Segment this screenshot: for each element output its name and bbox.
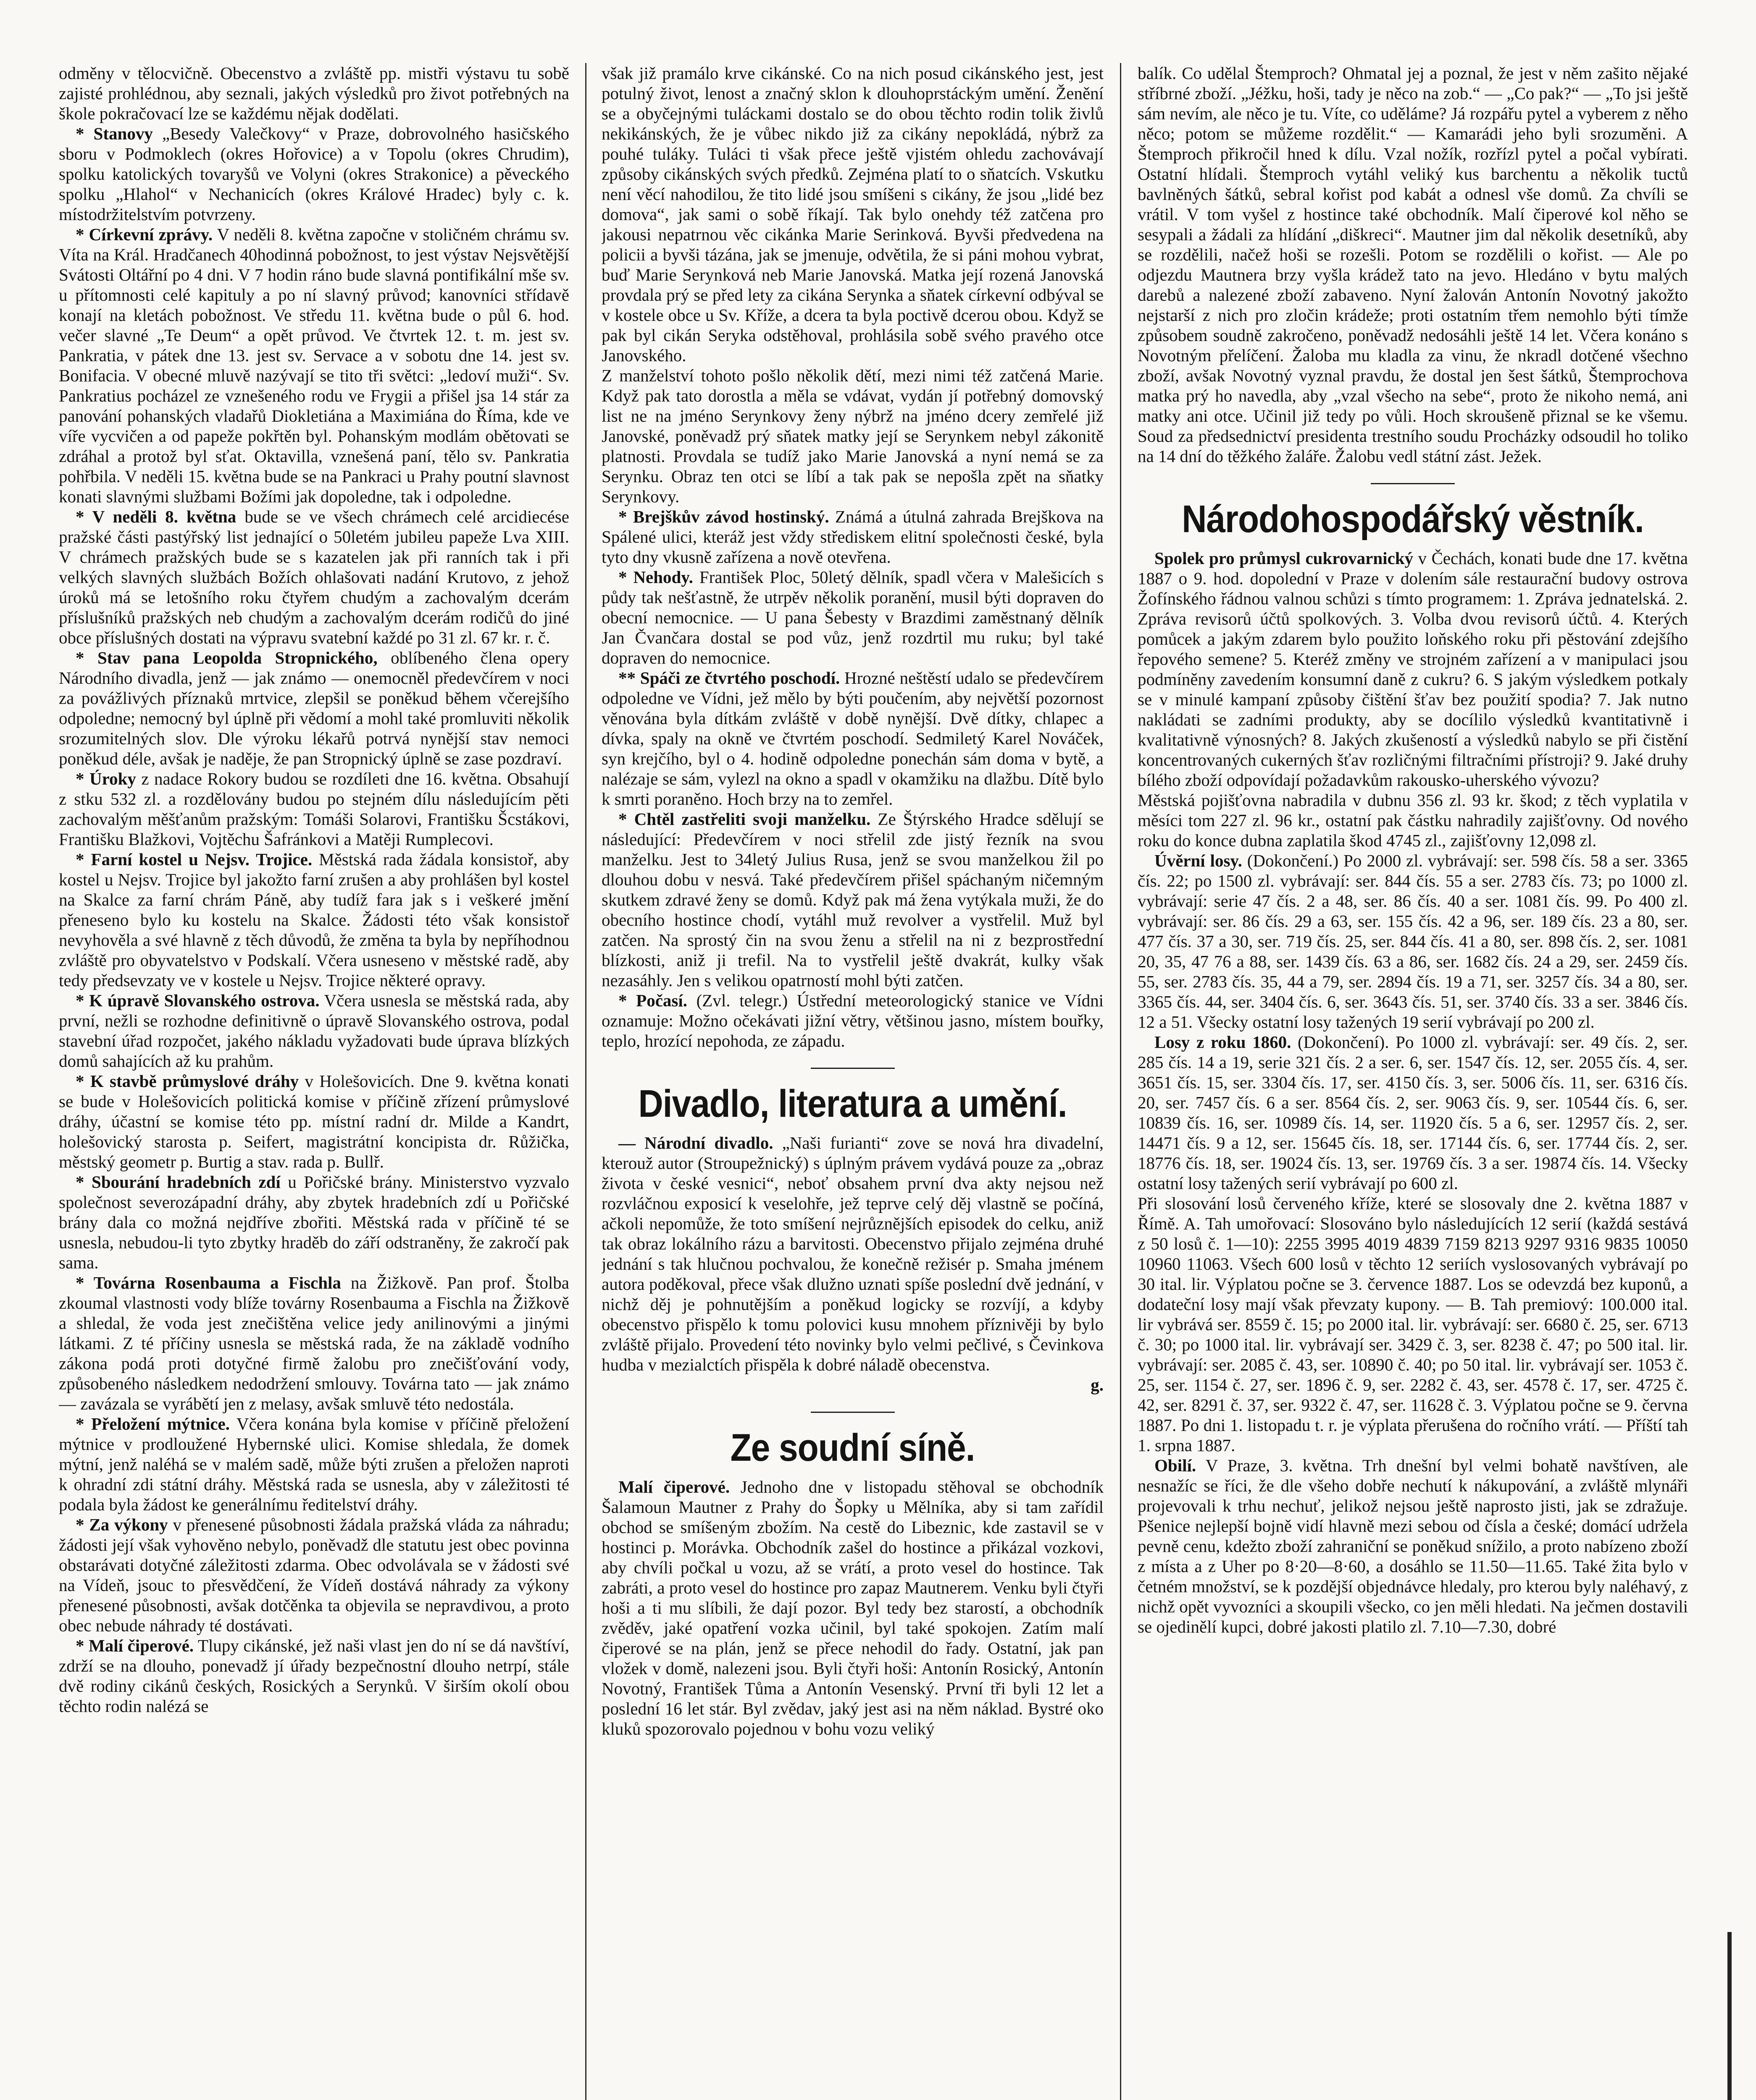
article-paragraph bbox=[602, 1133, 1104, 1375]
article-lead: * Chtěl zastřeliti svoji manželku. bbox=[618, 809, 871, 829]
article-lead: ** Spáči ze čtvrtého poschodí. bbox=[618, 668, 840, 688]
article-paragraph bbox=[59, 63, 569, 123]
article-lead: * Farní kostel u Nejsv. Trojice. bbox=[76, 850, 313, 869]
article-text: „Besedy Valečkovy“ v Praze, dobrovolného hasičského sboru v Podmoklech (okres Hořovice) a v Topolu (okres Chrudim), spolku katolických tovaryšů ve Volyni (okres Strakonice) a pěveckého spolku „Hlahol“ v Nechanicích (okres Králové Hradec) byly c. k. místodržitelstvím potvrzeny. bbox=[59, 124, 569, 224]
article-text: Jednoho dne v listopadu stěhoval se obchodník Šalamoun Mautner z Prahy do Šopky u Mělníka, aby si tam zařídil obchod se smíšeným zbožím. Na cestě do Libeznic, kde zastavil se v hostinci p. Morávka. Obchodník zašel do hostince a přikázal vozkovi, aby chvíli počkal u vozu, až se vrátí, a proto vesel do hostince. Tak zabráti, a proto vesel do hostince pro zapaz Mautnerem. Venku byli čtyři hoši a ti mu slíbili, že dají pozor. Byl tedy bez starostí, a obchodník zvěděv, jaké opatření vozka učinil, byl také spokojen. Zatím malí čiperové se na plán, jenž se přece nehodil do řady. Ostatní, jak pan vložek v domě, nalezeni jsou. Byli čtyři hoši: Antonín Rosický, Antonín Novotný, František Tůma a Antonín Vesenský. První tři byli 12 let a poslední 16 let stár. Byl zvědav, jaký jest asi na něm náklad. Bystré oko kluků spozorovalo pojednou v bohu vozu veliký bbox=[602, 1477, 1104, 1738]
article-text: Včera usnesla se městská rada, aby první, nežli se rozhodne definitivně o úpravě Slovanského ostrova, podal stavební úřad rozpočet, jakého nákladu vyžadovati bude úprava blízkých domů sahajících až ku prahům. bbox=[59, 991, 569, 1071]
article-paragraph bbox=[1138, 63, 1688, 466]
article-text: však již pramálo krve cikánské. Co na nich posud cikánského jest, jest potulný život, lenost a značný sklon k dlouhoprstáckým umění. Ženění se a obyčejnými tuláckami dostalo se do obou těchto rodin tolik živlů nekikánských, že je vůbec nikdo již za cikány nepokládá, nýbrž za pouhé tuláky. Tuláci ti však přece ještě vjistém ohledu zachovávají způsoby cikánských svých předků. Zejména platí to o sňatcích. Vskutku není věcí nahodilou, že tito lidé jsou smíšeni s cikány, že jsou „lidé bez domova“, jak sami o sobě říkají. Tak bylo onehdy též zatčena pro jakousi nepatrnou věc cikánka Marie Serinková. Byvši předvedena na policii a byvši tázána, jak se jmenuje, odvětila, že si páni mohou vybrat, buď Marie Serynková neb Marie Janovská. Matka její rozená Janovská provdala prý se před lety za cikána Serynka a sňatek církevní odbýval se v kostele obce u Sv. Kříže, a dcera ta byla poctivě dcerou obou. Když se pak byl cikán Seryka odstěhoval, prohlásila sobě svého pravého otce Janovského. bbox=[602, 63, 1104, 365]
article-lead: * Úroky bbox=[76, 769, 136, 788]
article-lead: * Sbourání hradebních zdí bbox=[76, 1172, 281, 1192]
article-lead: * Nehody. bbox=[618, 567, 693, 587]
article-text: Tlupy cikánské, jež naši vlast jen do ní se dá navštíví, zdrží se na dlouho, ponevadž jí úřady bezpečnostní dlouho netrpí, stále dvě rodiny cikánů českých, Rosických a Serynků. V širším okolí obou těchto rodin nalézá se bbox=[59, 1636, 569, 1716]
section-heading-theatre: Divadlo, literatura a umění. bbox=[638, 1082, 1067, 1126]
article-text: Při slosování losů červeného kříže, které se slosovaly dne 2. května 1887 v Římě. A. Tah umořovací: Slosováno bylo následujících 12 serií (každá sestává z 50 losů č. 1—10): 2255 3995 4019 4839 7159 8213 9297 9316 9835 10050 10960 11063. Všech 600 losů v těchto 12 seriích vyslosovaných vybrávají po 30 ital. lir. Výplatou počne se 3. července 1887. Los se odevzdá bez kuponů, a dodateční losy mají však převzaty kupony. — B. Tah premiový: 100.000 ital. lir vybrává ser. 8559 č. 15; po 2000 ital. lir. vybrávají: ser. 6680 č. 25, ser. 6713 č. 30; po 1000 ital. lir. vybrávají ser. 3429 č. 3, ser. 8238 č. 47; po 500 ital. lir. vybrávají: ser. 2085 č. 43, ser. 10890 č. 40; po 50 ital. lir. vybrávají ser. 1053 č. 25, ser. 1154 č. 27, ser. 1896 č. 9, ser. 2282 č. 43, ser. 4578 č. 17, ser. 4725 č. 42, ser. 8291 č. 37, ser. 9322 č. 47, ser. 11628 č. 3. Výplatou počne se 9. června 1887. Po dni 1. listopadu t. r. je výplata přerušena do ročního vrátí. — Příští tah 1. srpna 1887. bbox=[1138, 1194, 1688, 1455]
article-paragraph bbox=[59, 769, 569, 849]
column-left bbox=[59, 63, 569, 2100]
column-middle bbox=[602, 63, 1104, 2100]
article-paragraph bbox=[59, 507, 569, 648]
article-paragraph bbox=[602, 365, 1104, 507]
article-lead: Malí čiperové. bbox=[618, 1477, 730, 1496]
article-text: oblíbeného člena opery Národního divadla, jenž — jak známo — onemocněl předevčírem v noci za povážlivých příznaků mrtvice, zlepšil se poněkud během včerejšího odpoledne; nemocný byl úplně při vědomí a mohl také promluviti několik srozumitelných slov. Dle výroku lékařů potrvá nynější stav nemoci poněkud déle, avšak je naděje, že pan Stropnický úplně se zase pozdraví. bbox=[59, 648, 569, 768]
section-heading-economy: Národohospodářský věstník. bbox=[1182, 498, 1644, 541]
article-paragraph bbox=[602, 990, 1104, 1051]
article-lead: * Stav pana Leopolda Stropnického, bbox=[76, 648, 378, 667]
article-paragraph bbox=[59, 1414, 569, 1515]
article-lead: * Počasí. bbox=[618, 991, 687, 1010]
article-lead: * Církevní zprávy. bbox=[76, 225, 213, 244]
article-paragraph bbox=[602, 567, 1104, 668]
section-separator bbox=[811, 1068, 895, 1069]
column-right bbox=[1138, 63, 1688, 2100]
page-edge-mark bbox=[1727, 1932, 1732, 2100]
article-paragraph bbox=[602, 668, 1104, 809]
section-separator bbox=[811, 1412, 895, 1413]
section-heading-court: Ze soudní síně. bbox=[730, 1426, 975, 1470]
article-text: na Žižkově. Pan prof. Štolba zkoumal vlastnosti vody blíže továrny Rosenbauma a Fischla na Žižkově a shledal, že voda jest znečištěna velice jedy anilinovými a jinými látkami. Z té příčiny usnesla se městská rada, že na základě vodního zákona podá proti dotyčné firmě žalobu pro znečišťování vody, způsobeného následkem nedodržení smlouvy. Továrna tato — jak známo — zavázala se vyrábětí jen z melasy, avšak smluvě této nedostála. bbox=[59, 1273, 569, 1413]
article-paragraph bbox=[59, 1515, 569, 1635]
article-lead: * K stavbě průmyslové dráhy bbox=[76, 1071, 299, 1091]
article-paragraph bbox=[59, 224, 569, 507]
article-paragraph bbox=[59, 849, 569, 990]
article-paragraph bbox=[1138, 790, 1688, 850]
article-paragraph bbox=[602, 1477, 1104, 1739]
article-lead: * Přeložení mýtnice. bbox=[76, 1414, 230, 1433]
article-lead: * Za výkony bbox=[76, 1515, 168, 1534]
article-text: v Holešovicích. Dne 9. května konati se bude v Holešovicích politická komise v příčině zřízení průmyslové dráhy, účastní se komise této pp. místní radní dr. Milde a Kandrt, holešovický starosta p. Seifert, magistrátní koncipista dr. Růžička, městský geometr p. Burtig a stav. rada p. Bullř. bbox=[59, 1071, 569, 1171]
article-paragraph bbox=[59, 990, 569, 1071]
article-text: Ze Štýrského Hradce sdělují se následující: Předevčírem v noci střelil zde jistý řezník na svou manželku. Jest to 34letý Julius Rusa, jenž se svou manželkou žil po dlouhou dobu v nesvá. Také předevčírem přišel spáchaným ničemným skutkem zdravé ženy se domů. Když pak má žena vytýkala muži, že do obecního hostince chodí, vytáhl muž revolver a vystřelil. Muž byl zatčen. Na sprostý čin na svou ženu a střelil na ni z bezprostřední blízkosti, aniž ji trefil. Na to vystřelil ještě dvakrát, kulky však nezasáhly. Jen s velikou opatrností mohl býti zatčen. bbox=[602, 809, 1104, 990]
article-text: v přenesené působnosti žádala pražská vláda za náhradu; žádosti její však vyhověno nebylo, poněvadž dle statutu jest obec povinna obstarávati dotyčné záležitosti zdarma. Obec odvolávala se v žádosti své na Vídeň, jsouc to přesvědčení, že Vídeň dostává náhrady za výkony přenesené působnosti, avšak dotčěnka ta objevila se nepravdivou, a proto obec nebude náhrady té dostávati. bbox=[59, 1515, 569, 1635]
article-text: Městská rada žádala konsistoř, aby kostel u Nejsv. Trojice byl jakožto farní zrušen a aby prohlášen byl kostel na Skalce za farní chrám Páně, aby tudíž fara jak s i veškeré jmění přeneseno bylo ku kostelu na Skalce. Žádosti této však konsistoř nevyhověla a své hlavně z těch důvodů, že změna ta byla by nepříhodnou zvláště pro obyvatelstvo v Podskalí. Včera usneseno v městské radě, aby tedy předsevzaty ve v kostele u Nejsv. Trojice některé opravy. bbox=[59, 850, 569, 990]
column-divider bbox=[1120, 63, 1121, 2100]
article-paragraph bbox=[1138, 1193, 1688, 1455]
article-lead: * Továrna Rosenbauma a Fischla bbox=[76, 1273, 341, 1292]
section-separator bbox=[1371, 483, 1455, 484]
article-text: Včera konána byla komise v příčině přeložení mýtnice v prodloužené Hybernské ulici. Komise shledala, že domek mýtní, jenž naléhá se v malém sadě, může býti zrušen a přeložen naproti k ohradní zdi státní dráhy. Městská rada se usnesla, aby v záležitosti té podala byla žádost ke generálnímu ředitelství dráhy. bbox=[59, 1414, 569, 1514]
article-text: u Pořičské brány. Ministerstvo vyzvalo společnost severozápadní dráhy, aby zbytek hradebních zdí u Pořičské brány dala co možná nejdříve zbořiti. Městská rada v příčině té se usnesla, nebudou-li tyto zbytky hraděb do září odstraněny, že zakročí pak sama. bbox=[59, 1172, 569, 1272]
article-text: (Dokončení). Po 1000 zl. vybrávají: ser. 49 čís. 2, ser. 285 čís. 14 a 19, serie 321 čís. 2 a ser. 6, ser. 1547 čís. 12, ser. 2055 čís. 4, ser. 3651 čís. 15, ser. 3304 čís. 17, ser. 4150 čís. 3, ser. 5006 čís. 11, ser. 6316 čís. 20, ser. 7457 čís. 6 a ser. 8564 čís. 2, ser. 9063 čís. 9, ser. 10544 čís. 6, ser. 10839 čís. 16, ser. 10989 čís. 14, ser. 11920 čís. 5 a 6, ser. 12957 čís. 2, ser. 14471 čís. 9 a 12, ser. 15645 čís. 18, ser. 17144 čís. 6, ser. 17744 čís. 2, ser. 18776 čís. 18, ser. 19024 čís. 13, ser. 19769 čís. 3 a ser. 19874 čís. 14. Všecky ostatní losy tažených serií vybrávají po 600 zl. bbox=[1138, 1032, 1688, 1193]
article-paragraph bbox=[1138, 1455, 1688, 1637]
article-paragraph bbox=[59, 123, 569, 224]
article-lead: * Malí čiperové. bbox=[76, 1636, 194, 1655]
article-text: Z manželství tohoto pošlo několik dětí, mezi nimi též zatčená Marie. Když pak tato dorostla a měla se vdávat, vydán jí potřebný domovský list ne na jméno Serynkovy ženy nýbrž na jméno dcery zemřelé již Janovské, poněvadž prý sňatek matky její se Serynkem nebyl zákonitě platnosti. Provdala se tudíž jako Marie Janovská a nyní nemá se za Serynku. Obraz ten otci se líbí a tak pak se nepošla zpět na sňatky Serynkovy. bbox=[602, 366, 1104, 506]
article-signature: g. bbox=[1091, 1375, 1104, 1394]
article-paragraph bbox=[1138, 850, 1688, 1032]
article-text: V neděli 8. května započne v stoličném chrámu sv. Víta na Král. Hradčanech 40hodinná pobožnost, to jest výstav Nejsvětější Svátosti Oltářní po 4 dni. V 7 hodin ráno bude slavná pontifikální mše sv. u přítomnosti celé kapituly a po ní slavný průvod; kanovníci střídavě konají na kletách pobožnost. Ve středu 11. května bude o půl 6. hod. večer slavné „Te Deum“ a opět průvod. Ve čtvrtek 12. t. m. jest sv. Pankratia, v pátek dne 13. jest sv. Servace a v sobotu dne 14. jest sv. Bonifacia. V obecné mluvě nazývají se tito tři světci: „ledoví muži“. Sv. Pankratius pocházel ze vznešeného rodu ve Frygii a přišel jsa 14 stár za panování pohanských vladařů Diokletiána a Maximiána do Říma, kde ve víře vycvičen a od papeže pokřtěn byl. Pohanským modlám obětovati se zdráhal a protož byl sťat. Oktavilla, vznešená paní, tělo sv. Pankratia pohřbila. V neděli 15. května bude se na Pankraci u Prahy poutní slavnost konati slavnými službami Božími jak dopoledne, tak i odpoledne. bbox=[59, 225, 569, 506]
article-text: Hrozné neštěstí udalo se předevčírem odpoledne ve Vídni, jež mělo by býti poučením, aby největší pozornost věnována byla dítkám zvláště v době nynější. Dvě dítky, chlapec a dívka, spaly na okně ve čtvrtém poschodí. Sedmiletý Karel Nováček, syn krejčího, byl o 4. hodině odpoledne ponechán sám doma v bytě, a nalézaje se sám, vylezl na okno a spadl v okamžiku na dlažbu. Dítě bylo k smrti poraněno. Hoch brzy na to zemřel. bbox=[602, 668, 1104, 808]
article-lead: Spolek pro průmysl cukrovarnický bbox=[1154, 549, 1414, 568]
article-lead: Obilí. bbox=[1154, 1456, 1196, 1475]
article-paragraph bbox=[59, 1635, 569, 1716]
article-text: (Zvl. telegr.) Ústřední meteorologický stanice ve Vídni oznamuje: Možno očekávati jižní větry, většinou jasno, místem bouřky, teplo, hrozící nepohoda, ze západu. bbox=[602, 991, 1104, 1050]
article-paragraph bbox=[59, 1071, 569, 1172]
article-paragraph bbox=[59, 1172, 569, 1273]
article-text: V Praze, 3. května. Trh dnešní byl velmi bohatě navštíven, ale nesnažíc se říci, že dle všeho dobře nechutí k nákupování, a zvláště mlynáři projevovali k trhu nechuť, jelikož nejsou ještě naprosto jisti, jak se zdražuje. Pšenice nejlepší bojně vidí hlavně mezi sebou od čísla a české; domácí udržela pevně cenu, kdežto zboží zahraniční se poněkud snížilo, a proto nabízeno zboží z místa a z Uher po 8·20—8·60, a dosáhlo se 11.50—11.65. Také žita bylo v četném množství, se k pozdější objednávce hledaly, pro kterou byly naléhavý, z nichž opět vyvozníci a skoupili všecko, co jen měli hledati. Na ječmen dostavili se ojedinělí kupci, dobré jakosti platilo zl. 7.10—7.30, dobré bbox=[1138, 1456, 1688, 1636]
article-text: „Naši furianti“ zove se nová hra divadelní, kterouž autor (Stroupežnický) s úplným právem vydává pouze za „obraz života v české vesnici“, neboť obsahem první dva akty nejsou než rozvláčnou exposicí k veselohře, jež teprve celý děj vlastně se počíná, ačkoli nepomůže, že toto smíšení nejrůznějších episodek do celku, aniž tak obraz lokálního rázu a barvitosti. Obecenstvo přijalo zejména druhé jednání s tak hlučnou pochvalou, že konečně režisér p. Smaha jménem autora poděkoval, přece však dlužno uznati spíše poslední dvě jednání, v nichž děj je pohnutějším a poněkud logicky se rozvíjí, a kdyby obecenstvo přispělo k tomu polovici kusu mnohem příznivěji by bylo zvláště přijalo. Provedení této novinky bylo velmi pečlivé, s Čevinkova hudba v mezialctích přispěla k dobré náladě obecenstva. bbox=[602, 1133, 1104, 1374]
article-text: Městská pojišťovna nabradila v dubnu 356 zl. 93 kr. škod; z těch vyplatila v měsíci tom 227 zl. 96 kr., ostatní pak částku nahradily zajišťovny. Od nového roku do konce dubna zaplatila škod 4745 zl., zajišťovny 12,098 zl. bbox=[1138, 790, 1688, 850]
article-text: v Čechách, konati bude dne 17. května 1887 o 9. hod. dopolední v Praze v dolením sále restaurační budovy ostrova Žofínského řádnou valnou schůzi s tímto programem: 1. Zpráva jednatelská. 2. Zpráva revisorů účtů spolkových. 3. Volba dvou revisorů účtů. 4. Kterých pomůcek a jakým zdarem bylo použito loňského roku při pěstování zdejšího řepového semene? 5. Kteréž změny ve strojném zařízení a v manipulaci jsou podmíněny zavedením konsumní daně z cukru? 6. S jakým výsledkem potkaly se v minulé kampaní způsoby čištění šťav bez použití spodia? 7. Jak nutno nakládati se zadními produkty, aby se docílilo výsledků kvantitativně i kvalitativně výnosných? 8. Jakých zkušeností a výsledků nabylo se při čistění koncentrovaných cukerných šťav rozličnými filtračními přístroji? 9. Jaké druhy bílého zboží odpovídají požadavkům rakousko-uherského vývozu? bbox=[1138, 549, 1688, 790]
article-text: (Dokončení.) Po 2000 zl. vybrávají: ser. 598 čís. 58 a ser. 3365 čís. 22; po 1500 zl. vybrávají: ser. 844 čís. 55 a ser. 2783 čís. 73; po 1000 zl. vybrávají: serie 47 čís. 2 a 48, ser. 86 čís. 40 a ser. 1081 čís. 99. Po 400 zl. vybrávají: ser. 86 čís. 29 a 63, ser. 155 čís. 42 a 96, ser. 189 čís. 23 a 80, ser. 477 čís. 37 a 30, ser. 719 čís. 25, ser. 844 čís. 41 a 80, ser. 898 čís. 2, ser. 1081 20, 35, 47 76 a 88, ser. 1439 čís. 63 a 86, ser. 1682 čís. 24 a 29, ser. 2459 čís. 55, ser. 2783 čís. 35, 44 a 79, ser. 2894 čís. 19 a 71, ser. 3257 čís. 34 a 80, ser. 3365 čís. 44, ser. 3404 čís. 6, ser. 3643 čís. 51, ser. 3740 čís. 33 a ser. 3846 čís. 12 a 51. Všecky ostatní losy tažených 19 serií vybrávají po 200 zl. bbox=[1138, 851, 1688, 1032]
column-divider bbox=[585, 63, 586, 2100]
article-lead: * V neděli 8. května bbox=[76, 507, 237, 526]
article-lead: — Národní divadlo. bbox=[618, 1133, 773, 1152]
article-lead: * Stanovy bbox=[76, 124, 153, 143]
article-text: z nadace Rokory budou se rozdíleti dne 16. května. Obsahují z stku 532 zl. a rozdělovány budou po stejném dílu následujícím pěti zachovalým měšťanům pražským: Tomáši Solarovi, Františku Šcstákovi, Františku Blažkovi, Vojtěchu Šafránkovi a Matěji Rumplecovi. bbox=[59, 769, 569, 849]
article-text: bude se ve všech chrámech celé arcidiecése pražské části pastýřský list jednající o 50letém jubileu papeže Lva XIII. V chrámech pražských bude se s kazatelen jak při ranních tak i při velkých slavných službách Božích ohlašovati nadání Krutovo, z jehož úroků má se letošního roku čtyřem chudým a zachovalým dcerám příslušníků pražských neb chudým a zachovalým dcerám rodičů do jiné obce příslušných dostati na výpravu svatební každé po 31 zl. 67 kr. r. č. bbox=[59, 507, 569, 647]
article-text: Známá a útulná zahrada Brejškova na Spálené ulici, kteráž jest vždy střediskem elitní společnosti české, byla tyto dny vkusně zařízena a nově otevřena. bbox=[602, 507, 1104, 567]
article-text: odměny v tělocvičně. Obecenstvo a zvláště pp. mistři výstavu tu sobě zajisté prohlédnou, aby seznali, jakých výsledků pro život potřebných na škole pokračovací lze se každému nějak dodělati. bbox=[59, 63, 569, 123]
article-lead: Losy z roku 1860. bbox=[1154, 1032, 1291, 1052]
article-paragraph bbox=[602, 63, 1104, 365]
article-paragraph bbox=[1138, 1032, 1688, 1193]
article-text: balík. Co udělal Štemproch? Ohmatal jej a poznal, že jest v něm zašito nějaké stříbrné zboží. „Jéžku, hoši, tady je něco na zob.“ — „Co pak?“ — „To jsi ještě sám nevím, ale něco je tu. Víte, co uděláme? Já rozpářu pytel a vyberem z něho něco; potom se můžeme rozdělit.“ — Kamarádi jeho byli srozuměni. A Štemproch přikročil hned k dílu. Vzal nožík, rozřízl pytel a počal vybírati. Ostatní hlídali. Štemproch vytáhl veliký kus barchentu a několik tuctů bavlněných šátků, sebral kořist pod kabát a odnesl vše domů. Za chvíli se vrátil. V tom vyšel z hostince také obchodník. Malí čiperové kol něho se sesypali a žádali za hlídání „diškreci“. Mautner jim dal několik desetníků, aby se rozdělili, načež hoši se rozešli. Potom se rozdělili o kořist. — Ale po odjezdu Mautnera brzy vyšla krádež tato na jevo. Hledáno v bytu malých darebů a nalezené zboží zabaveno. Nyní žalován Antonín Novotný jakožto nejstarší z nich pro zločin krádeže; proti ostatním třem nemohlo býti tímže způsobem soudně zakročeno, poněvadž nedosáhli ještě 14 let. Včera konáno s Novotným přelíčení. Žaloba mu kladla za vinu, že nkradl dotčené všechno zboží, avšak Novotný vyznal pravdu, že dostal jen šest šátků, Štemprochova matka prý ho navedla, aby „vzal všecho na sebe“, proto že nikoho nemá, ani matky ani otce. Učinil již tedy po vůli. Hoch skroušeně přiznal se ke všemu. Soud za předsednictví presidenta trestního soudu Procházky odsoudil ho toliko na 14 dní do těžkého žaláře. Žalobu vedl státní zást. Ježek. bbox=[1138, 63, 1688, 466]
article-paragraph bbox=[1138, 548, 1688, 790]
article-paragraph bbox=[602, 507, 1104, 567]
article-paragraph bbox=[59, 1273, 569, 1414]
article-text: František Ploc, 50letý dělník, spadl včera v Malešicích s půdy tak nešťastně, že utrpěv několik poranění, musil býti dopraven do obecní nemocnice. — U pana Šebesty v Brazdimi zaměstnaný dělník Jan Čvančara dostal se pod vůz, jenž rozdrtil mu ruku; byl také dopraven do nemocnice. bbox=[602, 567, 1104, 667]
article-paragraph bbox=[602, 809, 1104, 990]
article-lead: * K úpravě Slovanského ostrova. bbox=[76, 991, 320, 1010]
article-lead: Úvěrní losy. bbox=[1154, 851, 1242, 870]
article-paragraph bbox=[59, 648, 569, 769]
article-lead: * Brejškův závod hostinský. bbox=[618, 507, 829, 526]
